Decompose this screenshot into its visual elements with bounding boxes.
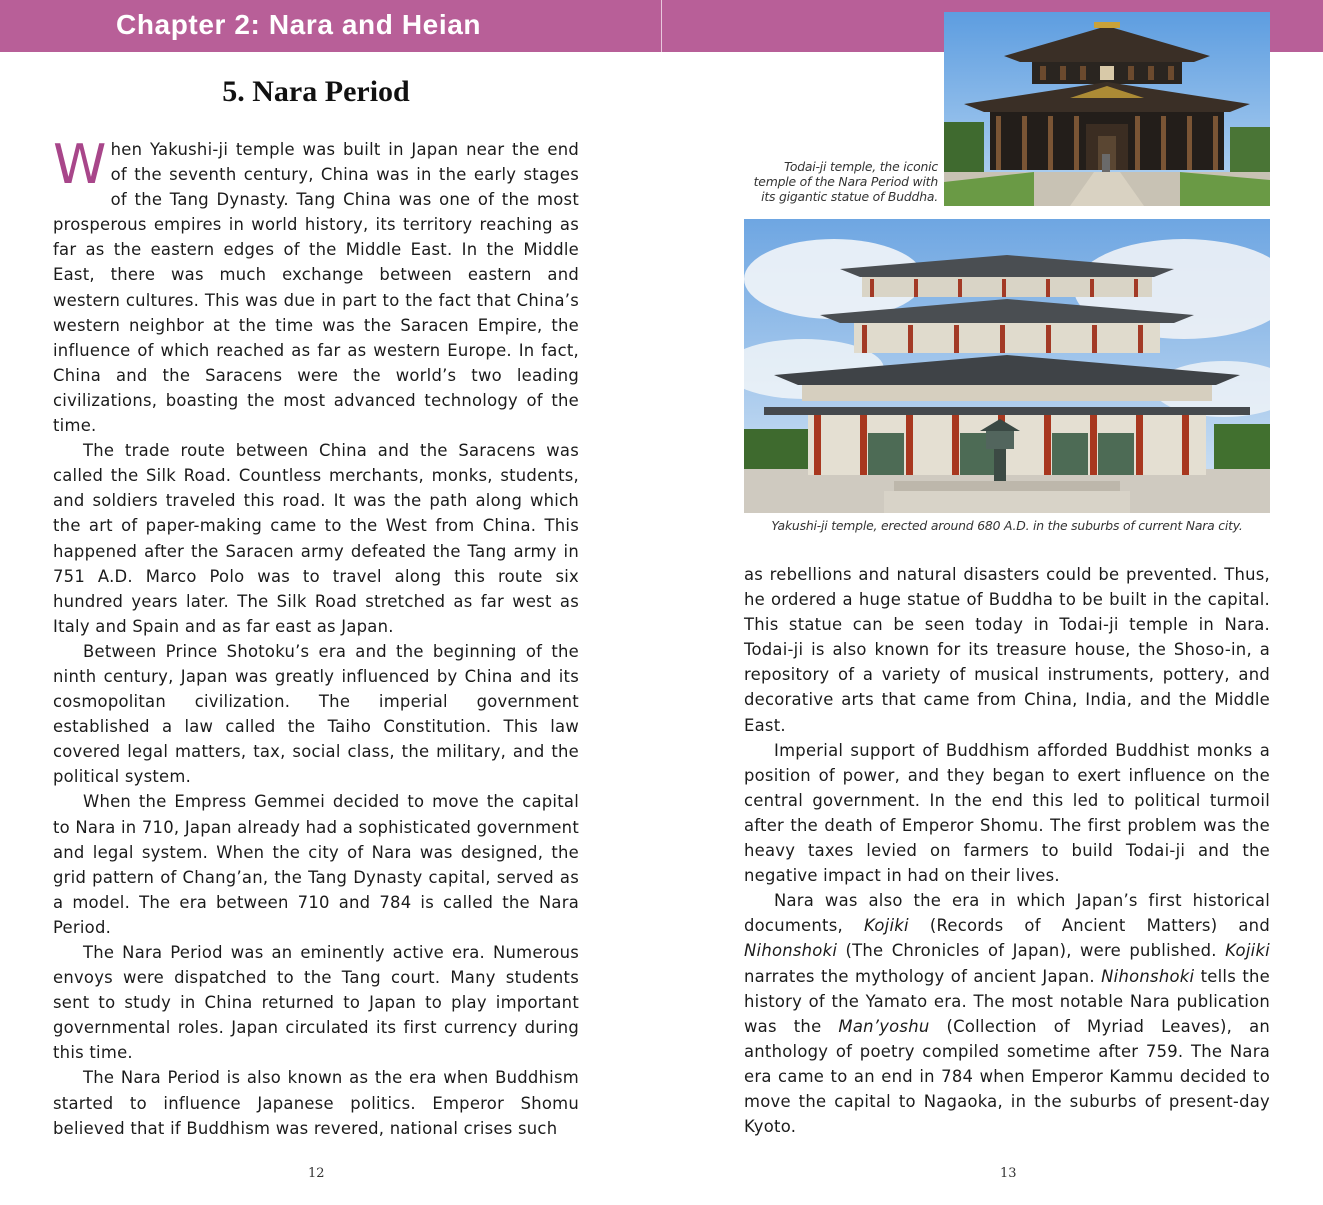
paragraph-7: as rebellions and natural disasters could be prevented. Thus, he ordered a huge statue of Buddha to be built in the capital. This statue can be seen today in Todai-ji temple in Nara. Todai-ji is also known for its treasure house, the Shoso-in, a repository of a variety of musical instruments, pottery, and decorative arts that came from China, India, and the Middle East. (744, 565, 1270, 735)
section-heading: 5. Nara Period (222, 75, 410, 108)
paragraph-9-text-b: (Records of Ancient Matters) and (908, 916, 1270, 936)
paragraph-9-text-f: (Collection of Myriad Leaves), an anthology of poetry compiled sometime after 759. The Nara era came to an end in 784 when Emperor Kammu decided to move the capital to Nagaoka, in the suburbs of present-day Kyoto. (744, 1016, 1270, 1137)
paragraph-9-text-d: narrates the mythology of ancient Japan. (744, 966, 1102, 986)
paragraph-2: The trade route between China and the Saracens was called the Silk Road. Countless merchants, monks, students, and soldiers traveled this road. It was the path along which the art of paper-making came to the West from China. This happened after the Saracen army defeated the Tang army in 751 A.D. Marco Polo was to travel along this route six hundred years later. The Silk Road stretched as far west as Italy and Spain and as far east as Japan. (53, 441, 579, 636)
left-page-body (53, 133, 579, 1141)
paragraph-9-text-c: (The Chronicles of Japan), were published. (837, 941, 1226, 961)
yakushiji-temple-photo (744, 219, 1270, 513)
paragraph-8: Imperial support of Buddhism afforded Buddhist monks a position of power, and they began to exert influence on the central government. In the end this led to political turmoil after the death of Emperor Shomu. The first problem was the heavy taxes levied on farmers to build Todai-ji and the negative impact in had on their lives. (744, 740, 1270, 886)
paragraph-9 (744, 888, 1270, 1139)
title-manyoshu: Man’yoshu (838, 1016, 930, 1036)
paragraph-9-text-e: tells the history of the Yamato era. The most notable Nara publication was the (744, 966, 1270, 1036)
title-kojiki: Kojiki (863, 916, 909, 936)
paragraph-5: The Nara Period was an eminently active era. Numerous envoys were dispatched to the Tang court. Many students sent to study in China returned to Japan to play important governmental roles. Japan circulated its first currency during this time. (53, 943, 579, 1063)
header-page-divider (661, 0, 662, 52)
title-nihonshoki-2: Nihonshoki (1101, 966, 1195, 986)
page-number-left: 12 (308, 1166, 325, 1181)
paragraph-3: Between Prince Shotoku’s era and the beginning of the ninth century, Japan was greatly influenced by China and its cosmopolitan civilization. The imperial government established a law called the Taiho Constitution. This law covered legal matters, tax, social class, the military, and the political system. (53, 641, 579, 787)
paragraph-1-text: hen Yakushi-ji temple was built in Japan near the end of the seventh century, China was in the early stages of the Tang Dynasty. Tang China was one of the most prosperous empires in world history, its territory reaching as far as the eastern edges of the Middle East. In the Middle East, there was much exchange between eastern and western cultures. This was due in part to the fact that China’s western neighbor at the time was the Saracen Empire, the influence of which reached as far as western Europe. In fact, China and the Saracens were the world’s two leading civilizations, boasting the most advanced technology of the time. (53, 140, 579, 436)
title-nihonshoki: Nihonshoki (744, 941, 838, 961)
page-number-right: 13 (1000, 1166, 1017, 1181)
todaiji-temple-photo (944, 12, 1270, 206)
chapter-title: Chapter 2: Nara and Heian (116, 9, 482, 40)
paragraph-9-text-a: Nara was also the era in which Japan’s first historical documents, (744, 891, 1270, 936)
yakushiji-caption: Yakushi-ji temple, erected around 680 A.D. in the suburbs of current Nara city. (771, 518, 1243, 533)
paragraph-4: When the Empress Gemmei decided to move the capital to Nara in 710, Japan already had a sophisticated government and legal system. When the city of Nara was designed, the grid pattern of Chang’an, the Tang Dynasty capital, served as a model. The era between 710 and 784 is called the Nara Period. (53, 792, 579, 937)
drop-cap: W (53, 133, 107, 196)
todaiji-caption: Todai-ji temple, the iconic temple of the Nara Period with its gigantic statue of Buddha. (753, 159, 938, 204)
right-page-body (744, 562, 1270, 1139)
title-kojiki-2: Kojiki (1225, 941, 1270, 961)
paragraph-6: The Nara Period is also known as the era when Buddhism started to influence Japanese politics. Emperor Shomu believed that if Buddhism was revered, national crises such (53, 1068, 579, 1138)
paragraph-1 (53, 133, 579, 438)
